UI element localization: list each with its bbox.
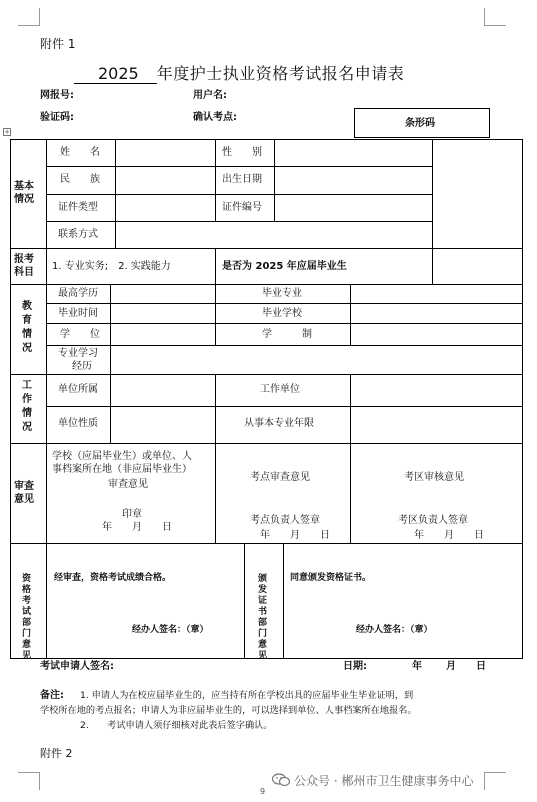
- table-move-handle-icon[interactable]: +: [4, 128, 10, 136]
- section-subject: 报考科目: [14, 254, 34, 278]
- wechat-icon: [272, 772, 290, 786]
- username-label: 用户名:: [193, 90, 227, 101]
- verify-code-label: 验证码:: [40, 112, 74, 123]
- field-graduation-school: 毕业学校: [262, 308, 302, 319]
- review-district-date: 年 月 日: [414, 530, 484, 541]
- barcode-label: 条形码: [405, 118, 435, 129]
- review-district-sign: 考区负责人签章: [398, 515, 468, 526]
- title-year: 2025: [74, 64, 157, 84]
- field-highest-education: 最高学历: [58, 288, 98, 299]
- date-year: 年: [412, 661, 422, 672]
- field-work-unit: 工作单位: [260, 384, 300, 395]
- subject-items: 1. 专业实务; 2. 实践能力: [52, 261, 171, 272]
- section-work: 工作情况: [22, 380, 32, 433]
- field-contact-label: 联系方式: [58, 229, 98, 240]
- document-title: [74, 61, 404, 84]
- note-1-a: 1. 申请人为在校应届毕业生的，应当持有所在学校出具的应届毕业生毕业证明，到: [80, 690, 414, 701]
- review-site-sign: 考点负责人签章: [250, 515, 320, 526]
- field-name-label: 姓 名: [60, 147, 100, 158]
- confirm-site-label: 确认考点:: [193, 112, 237, 123]
- review-school-date: 年 月 日: [102, 522, 172, 533]
- review-school-line2: 事档案所在地（非应届毕业生）: [52, 464, 192, 475]
- section-review: 审查意见: [14, 481, 34, 505]
- section-certificate-dept: 颁发证书部门意见: [258, 574, 268, 661]
- attachment-label: 附件 1: [40, 37, 76, 51]
- field-study-history-line1: 专业学习: [58, 348, 98, 359]
- review-school-line3: 审查意见: [108, 479, 148, 490]
- date-day: 日: [476, 661, 486, 672]
- field-professional-years: 从事本专业年限: [244, 418, 314, 429]
- qualification-pass-text: 经审查，资格考试成绩合格。: [54, 573, 172, 583]
- certificate-approve-text: 同意颁发资格证书。: [290, 573, 372, 583]
- title-text: 年度护士执业资格考试报名申请表: [156, 64, 405, 83]
- review-district-opinion: 考区审核意见: [404, 472, 464, 483]
- field-school-system: 学 制: [262, 329, 312, 340]
- section-basic: 基本情况: [14, 181, 34, 205]
- note-2: 2. 考试申请人须仔细核对此表后签字确认。: [80, 720, 273, 731]
- date-month: 月: [446, 661, 456, 672]
- review-seal: 印章: [122, 509, 142, 520]
- field-degree: 学 位: [60, 329, 100, 340]
- page-number: 9: [260, 787, 266, 796]
- field-gender-label: 性 别: [222, 147, 262, 158]
- field-study-history-line2: 经历: [72, 361, 92, 372]
- attachment-2-label: 附件 2: [40, 747, 73, 760]
- field-graduation-time: 毕业时间: [58, 308, 98, 319]
- net-id-label: 网报号:: [40, 90, 74, 101]
- note-1-b: 学校所在地的考点报名；申请人为非应届毕业生的，可以选择到单位、人事档案所在地报名。: [40, 705, 417, 716]
- review-site-date: 年 月 日: [260, 530, 330, 541]
- crop-mark-bottom-right: [484, 772, 506, 790]
- field-birth-label: 出生日期: [222, 174, 262, 185]
- fresh-graduate-question: 是否为 2025 年应届毕业生: [222, 261, 347, 272]
- crop-mark-bottom-left: [18, 772, 40, 790]
- field-ethnicity-label: 民 族: [60, 174, 100, 185]
- watermark-text: 公众号 · 郴州市卫生健康事务中心: [294, 774, 474, 788]
- field-graduation-major: 毕业专业: [262, 288, 302, 299]
- review-site-opinion: 考点审查意见: [250, 472, 310, 483]
- field-unit-affiliation: 单位所属: [58, 384, 98, 395]
- date-label: 日期:: [343, 661, 367, 672]
- section-education: 教育情况: [22, 301, 32, 354]
- certificate-sign: 经办人签名：（章）: [356, 625, 433, 635]
- crop-mark-top-left: [18, 8, 40, 26]
- field-id-no-label: 证件编号: [222, 202, 262, 213]
- note-label: 备注:: [40, 690, 64, 701]
- applicant-signature-label: 考试申请人签名:: [40, 661, 114, 672]
- crop-mark-top-right: [484, 8, 506, 26]
- qualification-sign: 经办人签名：（章）: [132, 625, 209, 635]
- review-school-line1: 学校（应届毕业生）或单位、人: [52, 451, 192, 462]
- field-id-type-label: 证件类型: [58, 202, 98, 213]
- field-unit-type: 单位性质: [58, 418, 98, 429]
- section-qualification-dept: 资格考试部门意见: [22, 574, 32, 661]
